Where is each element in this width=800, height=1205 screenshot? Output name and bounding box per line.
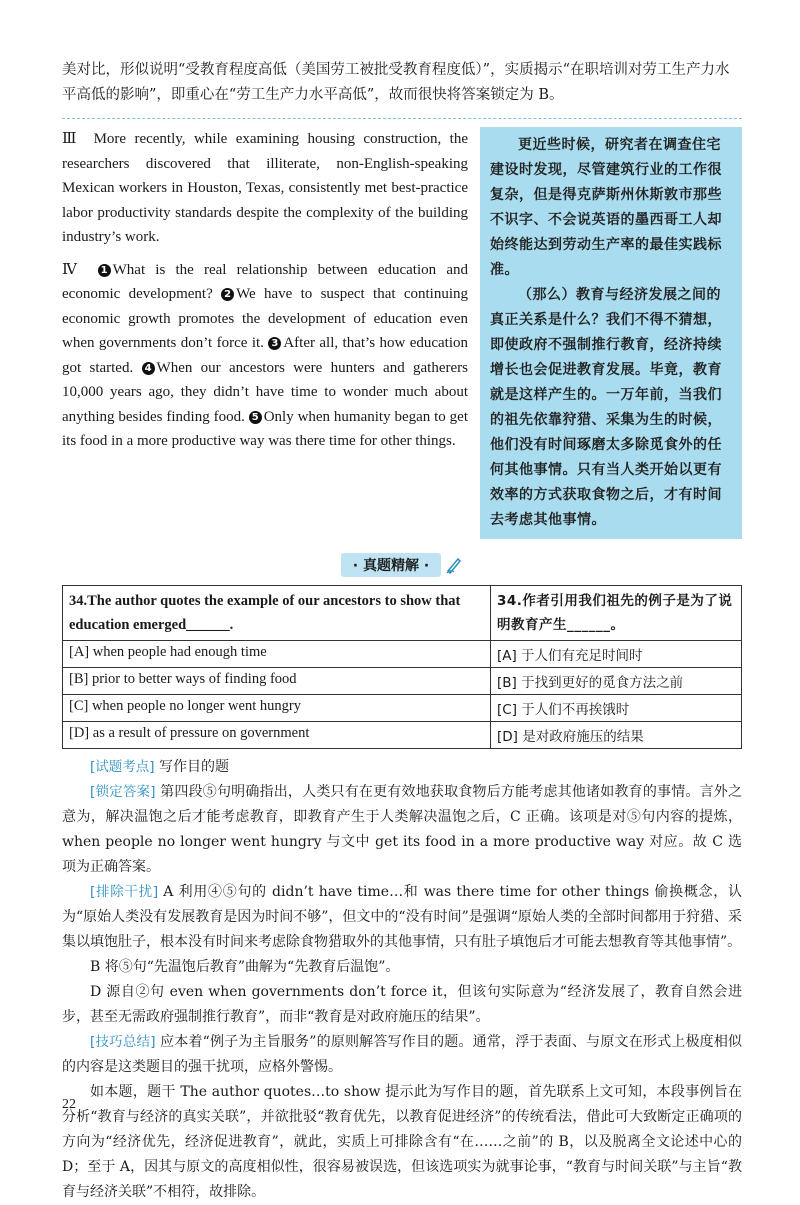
analysis-point (62, 755, 742, 780)
tag-tips: [技巧总结] (90, 1034, 156, 1050)
analysis-answer (62, 780, 742, 880)
sentence-1: What is the real relationship between education and economic development? (62, 261, 468, 302)
paragraph-4 (62, 258, 468, 454)
section-title-text: · 真题精解 · (341, 553, 441, 577)
sentence-number-2: 2 (221, 288, 234, 301)
tag-exclude: [排除干扰] (90, 884, 159, 900)
dashed-divider (62, 118, 742, 119)
paragraph-4-number: Ⅳ (62, 261, 84, 278)
section-title (62, 553, 742, 577)
paragraph-3-text: More recently, while examining housing construction, the researchers discovered that illiterate, non-English-speaking Mexican workers in Houston, Texas, consistently met best-practice labor productivity standards despite the complexity of the building industry’s work. (62, 131, 469, 245)
question-stem-row (63, 586, 742, 641)
passage-columns (62, 127, 742, 539)
sentence-number-4: 4 (142, 362, 155, 375)
paragraph-3-number: Ⅲ (62, 131, 82, 147)
sentence-5: Only when humanity began to get its food in a more productive way was there time for other things. (62, 408, 468, 449)
option-d-en: [D] as a result of pressure on government (63, 722, 491, 749)
question-stem-zh: 34.作者引用我们祖先的例子是为了说明教育产生______。 (491, 586, 742, 641)
tips-text-1: 应本着“例子为主旨服务”的原则解答写作目的题。通常，浮于表面、与原文在形式上极度相似的内容是这类题目的强干扰项，应格外警惕。 (62, 1034, 742, 1075)
pen-icon (445, 556, 463, 574)
chinese-translation (480, 127, 742, 539)
page-number: 22 (62, 1097, 76, 1112)
intro-paragraph: 美对比，形似说明“受教育程度高低（美国劳工被批受教育程度低）”，实质揭示“在职培训对劳工生产力水平高低的影响”，即重心在“劳工生产力水平高低”，故而很快将答案锁定为 B。 (62, 62, 730, 103)
exclude-a-text: A 利用④⑤句的 didn’t have time…和 was there time for other things 偷换概念，认为“原始人类没有发展教育是因为时间不够”，但文中的“没有时间”是强调“原始人类的全部时间都用于狩猎、采集以填饱肚子，根本没有时间来考虑除食物猎取外的其他事情，只有肚子填饱后才可能去想教育等其他事情”。 (62, 884, 742, 950)
translation-paragraph-1: 更近些时候，研究者在调查住宅建设时发现，尽管建筑行业的工作很复杂，但是得克萨斯州休斯敦市那些不识字、不会说英语的墨西哥工人却始终能达到劳动生产率的最佳实践标准。 (490, 137, 722, 278)
option-b-zh: [B] 于找到更好的觅食方法之前 (491, 668, 742, 695)
option-b-en: [B] prior to better ways of finding food (63, 668, 491, 695)
option-a-en: [A] when people had enough time (63, 641, 491, 668)
tag-answer: [锁定答案] (90, 784, 156, 800)
point-text: 写作目的题 (159, 759, 229, 775)
option-c-en: [C] when people no longer went hungry (63, 695, 491, 722)
analysis-exclude-a (62, 880, 742, 955)
option-row-a (63, 641, 742, 668)
answer-text: 第四段⑤句明确指出，人类只有在更有效地获取食物后方能考虑其他诸如教育的事情。言外之意为，解决温饱之后才能考虑教育，即教育产生于人类解决温饱之后，C 正确。该项是对⑤句内容的提炼，when people no longer went hungry 与文中 get its food in a more productive way 对应。故 C 选项为正确答案。 (62, 784, 742, 875)
sentence-number-1: 1 (98, 264, 111, 277)
option-row-d (63, 722, 742, 749)
option-d-zh: [D] 是对政府施压的结果 (491, 722, 742, 749)
paragraph-3 (62, 127, 468, 250)
sentence-2: We have to suspect that continuing economic growth promotes the development of education even when governments don’t force it. (62, 286, 468, 351)
analysis-tips (62, 1030, 742, 1080)
question-stem-en: 34.The author quotes the example of our ancestors to show that education emerged______. (63, 586, 491, 641)
option-c-zh: [C] 于人们不再挨饿时 (491, 695, 742, 722)
page-content (62, 58, 742, 1205)
analysis-section (62, 755, 742, 1205)
sentence-number-3: 3 (268, 337, 281, 350)
question-table (62, 585, 742, 749)
option-row-b (63, 668, 742, 695)
option-row-c (63, 695, 742, 722)
sentence-3: After all, that’s how education got started. (62, 335, 469, 376)
option-a-zh: [A] 于人们有充足时间时 (491, 641, 742, 668)
analysis-exclude-d: D 源自②句 even when governments don’t force it，但该句实际意为“经济发展了，教育自然会进步，甚至无需政府强制推行教育”，而非“教育是对政府施压的结果”。 (62, 984, 742, 1025)
sentence-number-5: 5 (249, 411, 262, 424)
english-passage (62, 127, 468, 539)
analysis-tips-2: 如本题，题干 The author quotes…to show 提示此为写作目的题，首先联系上文可知，本段事例旨在分析“教育与经济的真实关联”，并欲批驳“教育优先，以教育促进经济”的传统看法，借此可大致断定正确项的方向为“经济优先，经济促进教育”，就此，实质上可排除含有“在……之前”的 B，以及脱离全文论述中心的 D；至于 A，因其与原文的高度相似性，很容易被误选，但该选项实为就事论事，“教育与时间关联”与主旨“教育与经济关联”不相符，故排除。 (62, 1084, 742, 1200)
translation-paragraph-2: （那么）教育与经济发展之间的真正关系是什么？我们不得不猜想，即使政府不强制推行教育，经济持续增长也会促进教育发展。毕竟，教育就是这样产生的。一万年前，当我们的祖先依靠狩猎、采集为生的时候，他们没有时间琢磨太多除觅食外的任何其他事情。只有当人类开始以更有效率的方式获取食物之后，才有时间去考虑其他事情。 (490, 287, 722, 528)
sentence-4: When our ancestors were hunters and gatherers 10,000 years ago, they didn’t have time to wonder much about anything besides finding food. (62, 359, 468, 425)
tag-point: [试题考点] (90, 759, 155, 775)
analysis-exclude-b: B 将⑤句“先温饱后教育”曲解为“先教育后温饱”。 (90, 959, 400, 975)
